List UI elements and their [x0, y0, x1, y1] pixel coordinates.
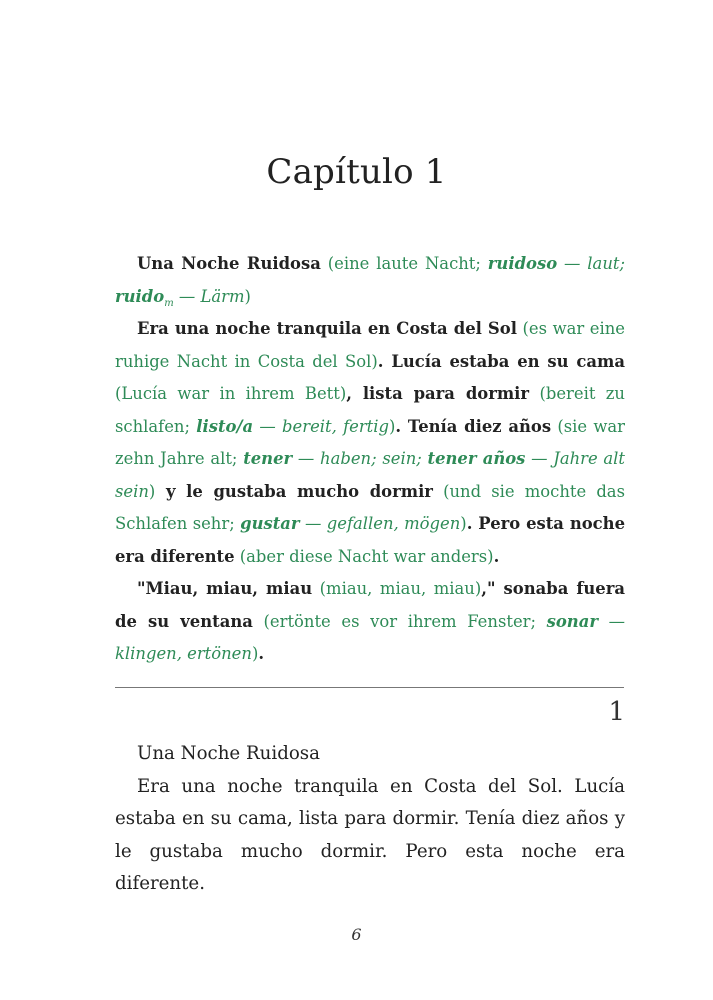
german-gloss: ): [460, 514, 467, 533]
german-gloss: ): [389, 416, 396, 436]
bilingual-text: [115, 248, 625, 671]
vocab-term: listo/a: [196, 416, 254, 436]
german-gloss: (Lucía war in ihrem Bett): [115, 384, 347, 403]
page-number: 6: [351, 925, 362, 944]
spanish-text: "Miau, miau, miau: [137, 579, 313, 598]
german-gloss: (aber diese Nacht war anders): [234, 546, 494, 566]
german-gloss: (ertönte es vor ihrem Fenster;: [252, 611, 547, 631]
vocab-definition: — laut;: [557, 254, 625, 273]
vocab-term: ruido: [115, 286, 165, 306]
vocab-term: ruidoso: [487, 254, 558, 273]
vocab-term: sonar: [546, 611, 598, 631]
german-gloss: (und sie mochte das Schlafen sehr;: [115, 481, 625, 533]
german-gloss: (bereit zu schlafen;: [115, 384, 625, 436]
gender-subscript: m: [164, 297, 174, 309]
spanish-text: Una Noche Ruidosa: [137, 254, 321, 273]
spanish-text: y le gustaba mucho dormir: [155, 481, 433, 501]
section-divider: [115, 687, 624, 688]
spanish-text: . Pero esta noche era diferente: [115, 514, 625, 566]
vocab-term: tener: [243, 449, 293, 468]
vocab-definition: — Lärm: [173, 286, 245, 306]
spanish-text: ," sonaba fuera de su ventana: [115, 579, 625, 631]
german-gloss: (eine laute Nacht;: [320, 254, 488, 273]
vocab-definition: — klingen, ertönen: [115, 611, 626, 663]
plain-paragraph: Era una noche tranquila en Costa del Sol. Lucía estaba en su cama, lista para dormir. Tenía diez años y le gustaba mucho dormir. Pero esta noche era diferente.: [115, 775, 625, 894]
german-gloss: (es war eine ruhige Nacht in Costa del Sol): [115, 319, 625, 371]
german-gloss: ): [251, 644, 259, 663]
bilingual-paragraph: [115, 573, 625, 671]
spanish-text: .: [258, 644, 265, 663]
plain-heading: Una Noche Ruidosa: [137, 743, 320, 764]
german-gloss: (sie war zehn Jahre alt;: [115, 416, 626, 468]
spanish-text: . Lucía estaba en su cama: [377, 351, 625, 371]
bilingual-paragraph: [115, 313, 625, 573]
vocab-definition: — Jahre alt sein: [115, 449, 626, 501]
chapter-title: Capítulo 1: [266, 152, 447, 192]
vocab-definition: — haben; sein;: [292, 449, 428, 468]
vocab-term: gustar: [240, 514, 300, 533]
bilingual-paragraph: [115, 248, 625, 313]
spanish-text: Era una noche tranquila en Costa del Sol: [137, 319, 517, 338]
german-gloss: (miau, miau, miau): [312, 579, 482, 598]
german-gloss: ): [148, 481, 156, 501]
spanish-text: , lista para dormir: [346, 384, 530, 403]
german-gloss: ): [244, 286, 251, 306]
vocab-term: tener años: [427, 449, 526, 468]
vocab-definition: — bereit, fertig: [253, 416, 390, 436]
section-number: 1: [608, 697, 625, 727]
plain-spanish-text: [115, 738, 625, 901]
spanish-text: .: [493, 546, 500, 566]
spanish-text: . Tenía diez años: [395, 416, 552, 436]
vocab-definition: — gefallen, mögen: [299, 514, 461, 533]
